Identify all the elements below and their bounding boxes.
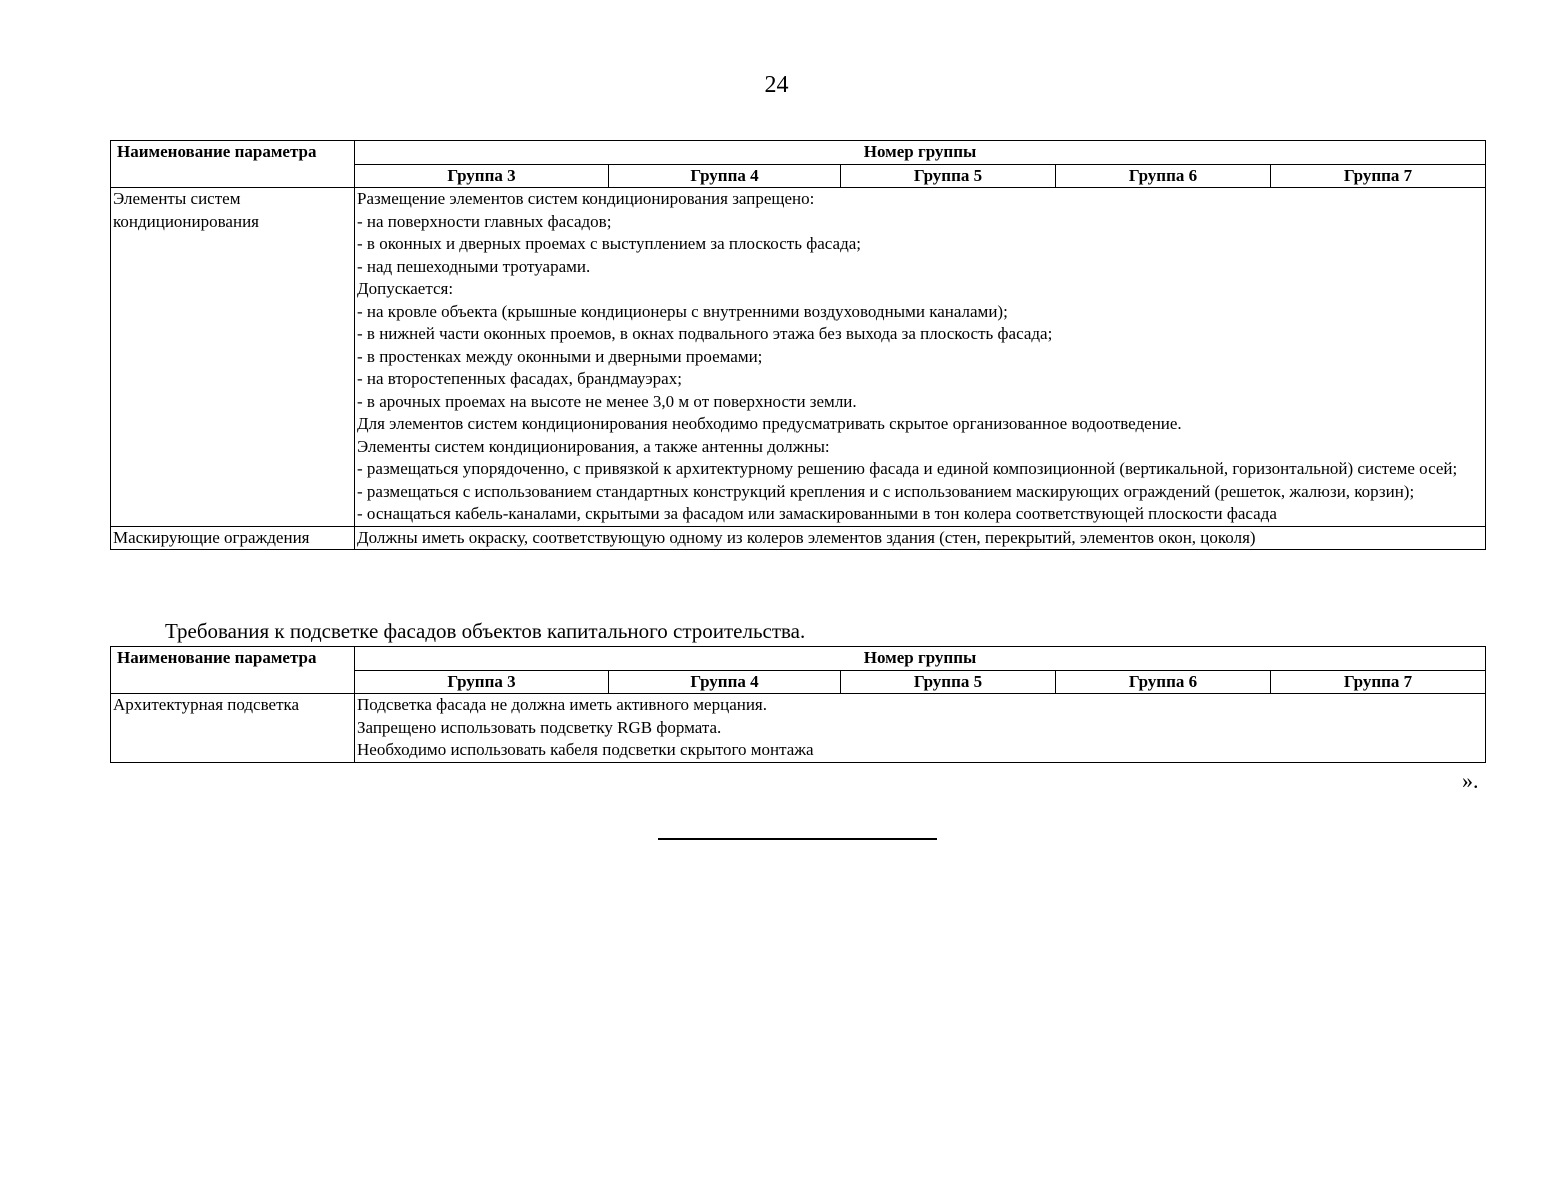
header-group-4: Группа 4 <box>609 670 841 694</box>
header-group-6: Группа 6 <box>1056 164 1271 188</box>
closing-quote: ». <box>1462 768 1479 793</box>
requirement-line: Запрещено использовать подсветку RGB формата. <box>357 717 722 737</box>
air-conditioning-requirements-table <box>110 140 1486 550</box>
parameter-cell <box>111 188 355 527</box>
requirement-line: Элементы систем кондиционирования, а также антенны должны: <box>357 436 830 456</box>
header-group-number: Номер группы <box>355 141 1486 165</box>
section-caption: Требования к подсветке фасадов объектов капитального строительства. <box>165 619 806 643</box>
requirement-line: - в простенках между оконными и дверными проемами; <box>357 346 763 366</box>
parameter-line: Элементы систем <box>113 189 241 208</box>
requirement-line: - размещаться упорядоченно, с привязкой к архитектурному решению фасада и единой композиционной (вертикальной, горизонтальной) системе осей; <box>357 459 1458 478</box>
table-row <box>111 694 1486 763</box>
header-group-number: Номер группы <box>355 647 1486 671</box>
header-parameter-name: Наименование параметра <box>111 647 355 694</box>
requirement-line: Размещение элементов систем кондиционирования запрещено: <box>357 189 815 208</box>
requirement-line: - размещаться с использованием стандартных конструкций крепления и с использованием маскирующих ограждений (решеток, жалюзи, корзин); <box>357 481 1415 501</box>
requirement-line: Допускается: <box>357 279 454 298</box>
parameter-line: Архитектурная подсветка <box>113 695 300 714</box>
requirement-line: - на второстепенных фасадах, брандмауэрах; <box>357 369 682 388</box>
header-group-5: Группа 5 <box>841 164 1056 188</box>
header-group-4: Группа 4 <box>609 164 841 188</box>
requirement-line: - оснащаться кабель-каналами, скрытыми за фасадом или замаскированными в тон колера соответствующей плоскости фасада <box>357 504 1277 523</box>
requirement-line: - в нижней части оконных проемов, в окнах подвального этажа без выхода за плоскость фасада; <box>357 324 1053 343</box>
table-row <box>111 188 1486 527</box>
requirement-cell <box>355 526 1486 550</box>
table-header-row <box>111 647 1486 671</box>
requirement-line: - на кровле объекта (крышные кондиционеры с внутренними воздуховодными каналами); <box>357 301 1008 321</box>
requirement-line: - на поверхности главных фасадов; <box>357 211 612 231</box>
table-header-row <box>111 141 1486 165</box>
requirement-cell <box>355 188 1486 527</box>
requirement-line: Должны иметь окраску, соответствующую одному из колеров элементов здания (стен, перекрытий, элементов окон, цоколя) <box>357 527 1256 547</box>
end-divider-line <box>658 838 937 840</box>
table-row <box>111 526 1486 550</box>
header-group-3: Группа 3 <box>355 164 609 188</box>
parameter-line: Маскирующие ограждения <box>113 527 310 547</box>
parameter-cell <box>111 694 355 763</box>
requirement-line: - в арочных проемах на высоте не менее 3,0 м от поверхности земли. <box>357 391 857 411</box>
header-group-7: Группа 7 <box>1271 164 1486 188</box>
header-group-5: Группа 5 <box>841 670 1056 694</box>
requirement-line: - над пешеходными тротуарами. <box>357 256 591 276</box>
requirement-cell <box>355 694 1486 763</box>
requirement-line: Для элементов систем кондиционирования необходимо предусматривать скрытое организованное водоотведение. <box>357 414 1182 433</box>
header-group-7: Группа 7 <box>1271 670 1486 694</box>
header-group-6: Группа 6 <box>1056 670 1271 694</box>
header-group-3: Группа 3 <box>355 670 609 694</box>
requirement-line: Необходимо использовать кабеля подсветки скрытого монтажа <box>357 740 814 759</box>
facade-lighting-requirements-table <box>110 646 1486 763</box>
header-parameter-name: Наименование параметра <box>111 141 355 188</box>
page-number: 24 <box>764 72 789 98</box>
parameter-cell <box>111 526 355 550</box>
parameter-line: кондиционирования <box>113 211 259 231</box>
requirement-line: - в оконных и дверных проемах с выступлением за плоскость фасада; <box>357 234 861 253</box>
requirement-line: Подсветка фасада не должна иметь активного мерцания. <box>357 695 768 714</box>
